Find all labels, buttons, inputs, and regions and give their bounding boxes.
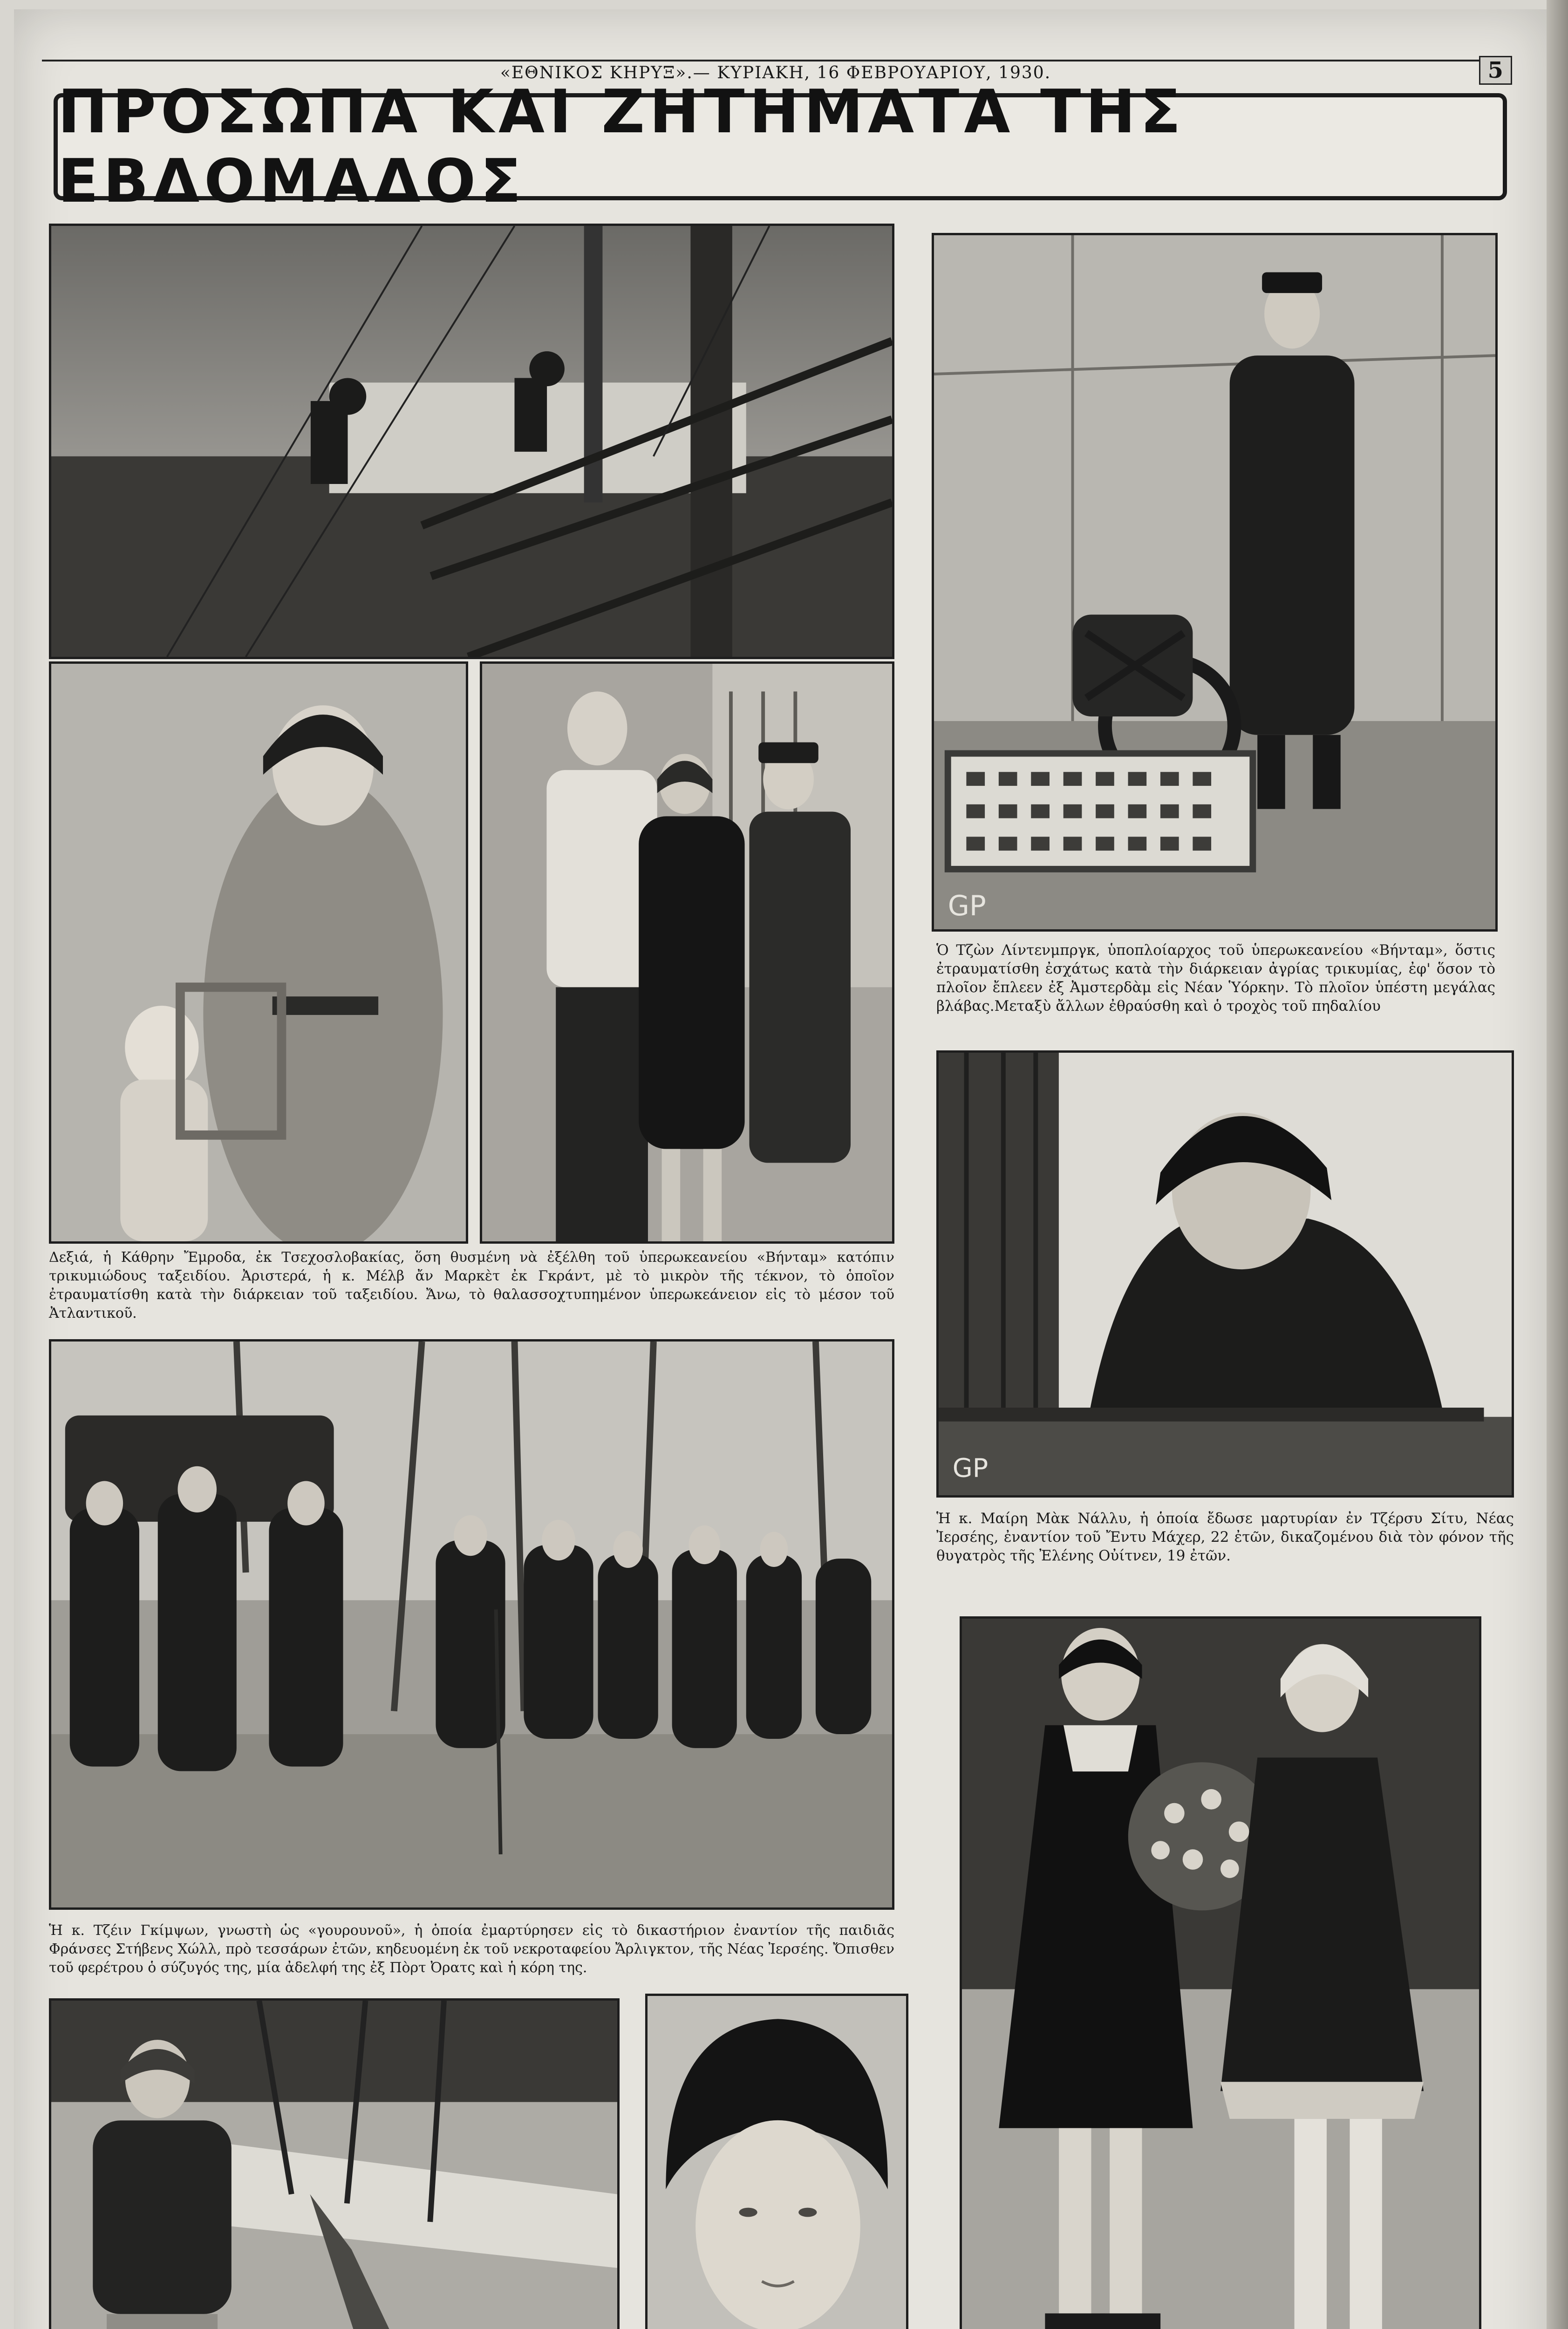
caption-mcnally: Ἡ κ. Μαίρη Μὰκ Νάλλυ, ἡ ὁποία ἔδωσε μαρτυρίαν ἐν Τζέρσυ Σίτυ, Νέας Ἰερσέης, ἐναντίον τοῦ Ἔντυ Μάχερ, 22 ἐτῶν, δικαζομένου διὰ τὸν φόνον τῆς θυγατρὸς τῆς Ἐλένης Οὐίτνεν, 19 ἐτῶν. <box>936 1510 1514 1564</box>
caption-emroda: Δεξιά, ἡ Κάθρην Ἔμροδα, ἐκ Τσεχοσλοβακίας, ὅση θυσμένη νὰ ἐξέλθη τοῦ ὑπερωκεανείου «Βήνταμ» κατόπιν τρικυμιώδους ταξειδίου. Ἀριστερά, ἡ κ. Μέλβ ἄν Μαρκὲτ ἐκ Γκράντ, μὲ τὸ μικρὸν τῆς τέκνον, τὸ ὁποῖον ἐτραυματίσθη κατὰ τὴν διάρκειαν τοῦ ταξειδίου. Ἄνω, τὸ θαλασσοχτυπημένον ὑπερωκεάνειον εἰς τὸ μέσον τοῦ Ἀτλαντικοῦ. <box>49 1249 894 1321</box>
photo-pilot-plane <box>49 1998 620 2329</box>
funeral-image <box>51 1342 892 1907</box>
photo-group-three <box>480 661 894 1244</box>
photo-officer-wheel <box>932 233 1498 932</box>
group-three-image <box>482 664 892 1241</box>
photo-funeral <box>49 1339 894 1910</box>
section-banner <box>54 77 1507 216</box>
mcnally-image <box>939 1053 1512 1495</box>
pilot-plane-image <box>51 2001 617 2329</box>
photo-ship-deck <box>49 224 894 659</box>
caption-funeral: Ἡ κ. Τζέιν Γκίμψων, γνωστὴ ὡς «γουρουνοῦ», ἡ ὁποία ἐμαρτύρησεν εἰς τὸ δικαστήριον ἐναντίον τῆς παιδιᾶς Φράνσες Στήβενς Χώλλ, πρὸ τεσσάρων ἐτῶν, κηδευομένη ἐκ τοῦ νεκροταφείου Ἄρλιγκτον, τῆς Νέας Ἰερσέης. Ὄπισθεν τοῦ φερέτρου ὁ σύζυγός της, μία ἀδελφή της ἐξ Πὸρτ Ὀρατς καὶ ἡ κόρη της. <box>49 1922 894 1976</box>
masthead-text: «ΕΘΝΙΚΟΣ ΚΗΡΥΞ».— ΚΥΡΙΑΚΗ, 16 ΦΕΒΡΟΥΑΡΙΟΥ, 1930. <box>500 63 1051 82</box>
mother-baby-image <box>51 664 466 1241</box>
skaters-image <box>962 1619 1479 2329</box>
page-edge-shadow <box>1547 0 1568 2329</box>
caption-lindemann: Ὁ Τζὼν Λίντενμπργκ, ὑποπλοίαρχος τοῦ ὑπερωκεανείου «Βήνταμ», ὅστις ἐτραυματίσθη ἐσχάτως κατὰ τὴν διάρκειαν ἀγρίας τρικυμίας, ἐφ' ὅσον τὸ πλοῖον ἔπλεεν ἐξ Ἀμστερδὰμ εἰς Νέαν Ὑόρκην. Τὸ πλοῖον ὑπέστη μεγάλας βλάβας.Μεταξὺ ἄλλων ἐθραύσθη καὶ ὁ τροχὸς τοῦ πηδαλίου <box>936 942 1495 1015</box>
page-number: 5 <box>1479 56 1512 85</box>
photo-mcnally <box>936 1050 1514 1498</box>
photo-skaters <box>960 1616 1481 2329</box>
officer-wheel-image <box>934 235 1495 929</box>
photo-mother-baby <box>49 661 468 1244</box>
banner-title: ΠΡΟΣΩΠΑ ΚΑΙ ΖΗΤΗΜΑΤΑ ΤΗΣ ΕΒΔΟΜΑΔΟΣ <box>58 77 1186 216</box>
photo-albrecht <box>645 1994 908 2329</box>
photo-mark-1: GP <box>948 890 986 923</box>
albrecht-image <box>648 1996 906 2329</box>
photo-mark-2: GP <box>952 1453 989 1484</box>
ship-deck-image <box>51 226 892 657</box>
